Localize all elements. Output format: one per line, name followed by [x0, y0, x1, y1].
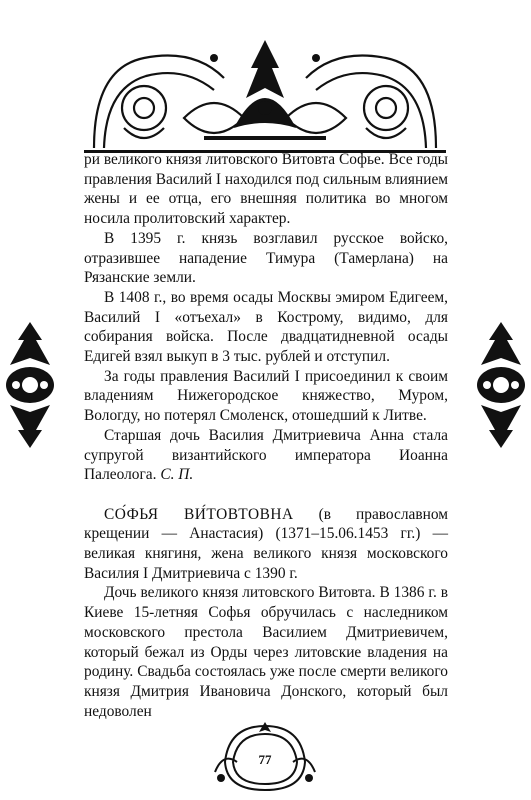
main-text-column [84, 150, 448, 721]
page-number: 77 [258, 752, 272, 767]
entry-definition [84, 505, 448, 584]
entry-headword: СО́ФЬЯ ВИ́ТОВТОВНА [104, 505, 294, 523]
paragraph-anna [84, 426, 448, 485]
paragraph-1408: В 1408 г., во время осады Москвы эмиром Едигеем, Василий I «отъехал» в Кострому, видимо, для собирания войска. После двадцатидневной осады Едигей взял выкуп в 3 тыс. рублей и отступил. [84, 288, 448, 366]
right-margin-ornament [471, 320, 531, 450]
author-initials: С. П. [160, 466, 194, 484]
paragraph-anna-text: Старшая дочь Василия Дмитриевича Анна стала супругой византийского императора Иоанна Палеолога. [84, 426, 448, 484]
left-margin-ornament [0, 320, 60, 450]
entry-definition-text: (в православном крещении — Анастасия) (1371–15.06.1453 гг.) — великая княгиня, жена великого князя московского Василия I Дмитриевича с 1390 г. [84, 505, 449, 582]
paragraph-territories: За годы правления Василий I присоединил к своим владениям Нижегородское княжество, Муром, Вологду, но потерял Смоленск, отошедший к Литве. [84, 367, 448, 425]
paragraph-continuation: ри великого князя литовского Витовта Софье. Все годы правления Василий I находился под сильным влиянием жены и ее отца, его внешняя политика во многом носила пролитовский характер. [84, 151, 449, 228]
header-ornament [84, 28, 446, 156]
entry-body: Дочь великого князя литовского Витовта. В 1386 г. в Киеве 15-летняя Софья обручилась с наследником московского престола Василием Дмитриевичем, который бежал из Орды через литовские владения на родину. Свадьба состоялась уже после смерти великого князя Дмитрия Ивановича Донского, который был недоволен [84, 584, 448, 720]
paragraph-1395: В 1395 г. князь возглавил русское войско, отразившее нападение Тимура (Тамерлана) на Рязанские земли. [84, 229, 448, 287]
